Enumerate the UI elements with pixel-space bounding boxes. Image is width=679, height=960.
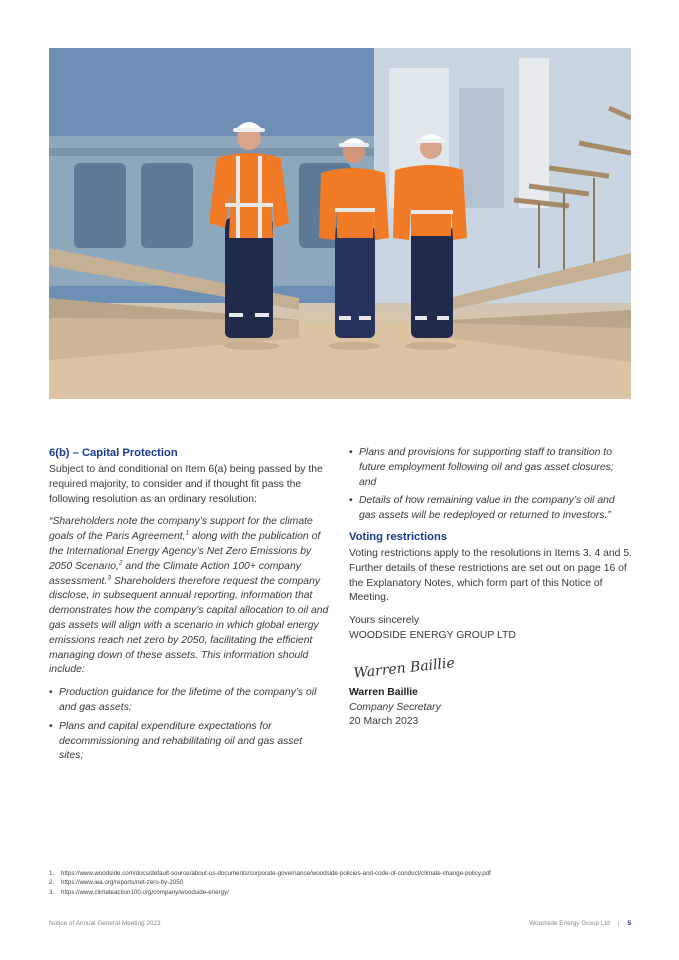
footnote-ref-3[interactable]: 3 xyxy=(107,574,111,582)
letter-date: 20 March 2023 xyxy=(349,716,419,728)
list-item: • Details of how remaining value in the company’s oil and gas assets will be redeployed or returned to investors.” xyxy=(349,494,632,524)
footnote-item xyxy=(49,878,649,887)
section-heading-voting-restrictions: Voting restrictions xyxy=(349,530,448,543)
footnotes xyxy=(49,869,649,897)
cover-photo xyxy=(49,48,631,399)
quote-part-2: along with the publication of the International Energy Agency’s Net Zero Emissions by 2050 Scenario, xyxy=(49,531,321,572)
footer-company: Woodside Energy Group Ltd xyxy=(529,920,610,927)
footnote-link[interactable]: https://www.woodside.com/docs/default-source/about-us-documents/corporate-governance/woodside-policies-and-code-of-conduct/climate-change-policy.pdf xyxy=(61,870,491,877)
company-name: WOODSIDE ENERGY GROUP LTD xyxy=(349,629,516,641)
list-item: • Plans and provisions for supporting staff to transition to future employment following oil and gas asset closures; and xyxy=(349,446,632,490)
footnote-link[interactable]: https://www.climateaction100.org/company/woodside-energy/ xyxy=(61,888,229,896)
footnote-item xyxy=(49,869,649,878)
footer-document-title: Notice of Annual General Meeting 2023 xyxy=(49,920,161,927)
workers-photo-illustration xyxy=(49,48,631,399)
footer-right-group xyxy=(529,920,631,927)
list-item: • Plans and capital expenditure expectations for decommissioning and rehabilitating oil and gas asset sites; xyxy=(49,720,329,764)
list-item: • Production guidance for the lifetime of the company’s oil and gas assets; xyxy=(49,686,329,716)
section-heading-capital-protection: 6(b) – Capital Protection xyxy=(49,447,178,459)
signatory-name: Warren Baillie xyxy=(349,686,418,698)
left-bullet-list xyxy=(49,686,329,764)
footnote-item xyxy=(49,888,649,897)
handwritten-signature xyxy=(349,646,632,682)
quote-part-4: Shareholders therefore request the company disclose, in subsequent annual reporting, information that demonstrates how the company’s capital allocation to oil and gas assets will align with a scenario in which global energy emissions reach net zero by 2050, facilitating the efficient managing down of these assets. This information should include: xyxy=(49,575,329,676)
page-number: 5 xyxy=(627,920,631,927)
footnote-number: 1. xyxy=(49,870,55,877)
right-bullet-list xyxy=(349,446,632,524)
footnote-number: 3. xyxy=(49,888,55,896)
voting-paragraph: Voting restrictions apply to the resolutions in Items 3, 4 and 5. Further details of these restrictions are set out on page 16 of the Explanatory Notes, which form part of this Notice of Meeting. xyxy=(349,547,633,604)
signatory-role: Company Secretary xyxy=(349,701,441,713)
right-column xyxy=(349,446,632,730)
footnote-number: 2. xyxy=(49,879,55,887)
quote-part-3: and the Climate Action 100+ company assessment. xyxy=(49,560,301,587)
closing-salutation: Yours sincerely xyxy=(349,615,420,627)
footer-separator: | xyxy=(617,920,620,927)
left-column xyxy=(49,446,329,770)
signature-script: Warren Baillie xyxy=(352,655,456,682)
signature-image xyxy=(349,646,469,682)
quote-part-1: “Shareholders note the company’s support for the climate goals of the Paris Agreement, xyxy=(49,516,313,543)
footnote-ref-2[interactable]: 2 xyxy=(118,559,123,567)
resolution-quote xyxy=(49,515,329,678)
footnote-link[interactable]: https://www.iea.org/reports/net-zero-by-2050 xyxy=(61,879,184,887)
intro-paragraph: Subject to and conditional on Item 6(a) being passed by the required majority, to consider and if thought fit pass the following resolution as an ordinary resolution: xyxy=(49,464,323,505)
footnote-ref-1[interactable]: 1 xyxy=(185,529,190,537)
